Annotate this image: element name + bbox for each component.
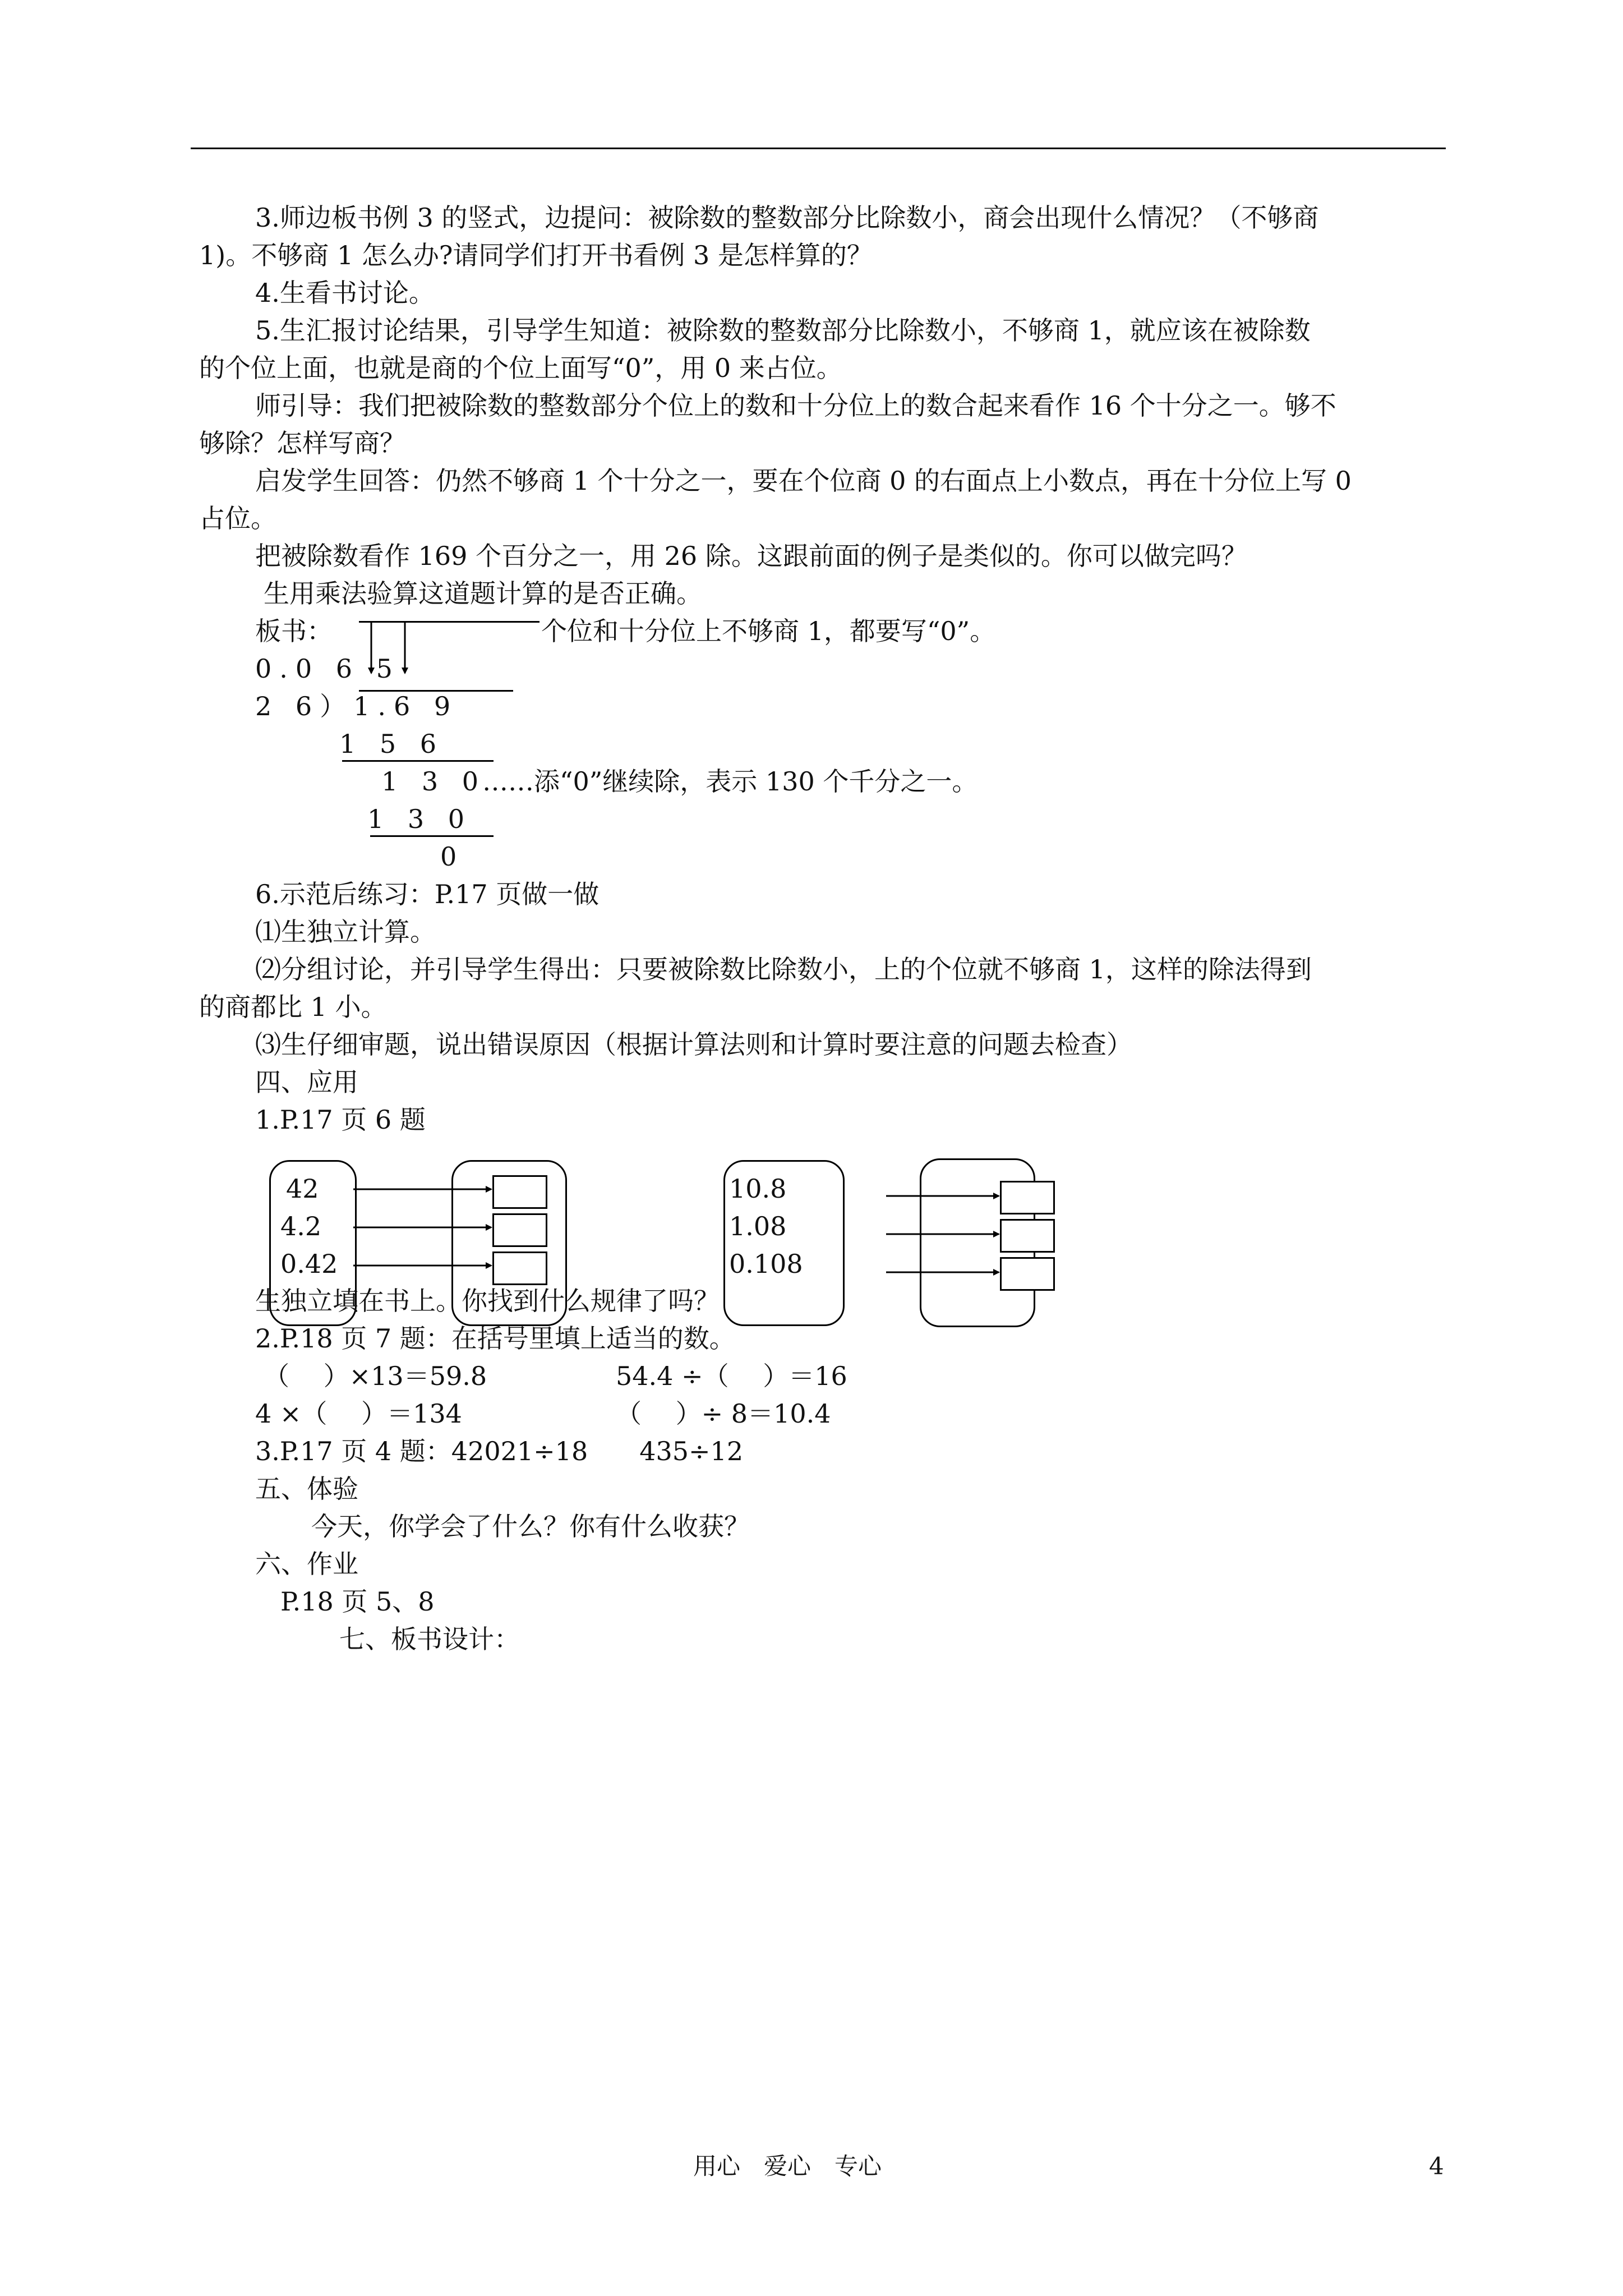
section-homework-heading: 六、作业 [255,1549,358,1579]
equation-3: 4 ×（ ）＝134 [255,1398,462,1429]
final-remainder: 0 [440,841,457,872]
equation-1: （ ）×13＝59.8 [264,1361,487,1391]
text-line-10: 把被除数看作 169 个百分之一，用 26 除。这跟前面的例子是类似的。你可以做完吗？ [255,541,1247,571]
left-value-1: 42 [286,1174,319,1204]
right-value-3: 0.108 [729,1249,803,1279]
practice-line-1: 6.示范后练习：P.17 页做一做 [255,879,600,909]
board-note-2: ……添“0”继续除，表示 130 个千分之一。 [482,766,978,797]
homework-text: P.18 页 5、8 [280,1586,435,1617]
experience-text: 今天，你学会了什么？你有什么收获？ [311,1511,750,1542]
practice-line-3: ⑵分组讨论，并引导学生得出：只要被除数比除数小，上的个位就不够商 1，这样的除法得到 [255,954,1312,984]
equation-2: 54.4 ÷（ ）＝16 [616,1361,847,1391]
practice-line-4: 的商都比 1 小。 [199,992,387,1022]
text-line-7: 够除？怎样写商？ [199,428,405,458]
apply-pattern-question: 生独立填在书上。你找到什么规律了吗？ [255,1286,720,1316]
text-line-8: 启发学生回答：仍然不够商 1 个十分之一，要在个位商 0 的右面点上小数点，再在十分位上写 0 [255,466,1352,496]
board-note-1: 个位和十分位上不够商 1，都要写“0”。 [541,616,996,646]
board-label: 板书： [255,616,333,646]
practice-line-2: ⑴生独立计算。 [255,917,436,947]
footer-motto: 用心 爱心 专心 [693,2152,882,2180]
practice-line-5: ⑶生仔细审题，说出错误原因（根据计算法则和计算时要注意的问题去检查） [255,1029,1132,1060]
equation-4: （ ）÷ 8＝10.4 [616,1398,831,1429]
text-line-6: 师引导：我们把被除数的整数部分个位上的数和十分位上的数合起来看作 16 个十分之一。够不 [255,390,1336,421]
subtract-1: 1 5 6 [339,729,445,759]
right-value-2: 1.08 [729,1211,787,1241]
apply-item-2: 2.P.18 页 7 题：在括号里填上适当的数。 [255,1323,735,1354]
section-experience-heading: 五、体验 [255,1474,358,1504]
remainder-1: 1 3 0 [381,766,487,797]
section-apply-heading: 四、应用 [255,1067,358,1097]
text-line-9: 占位。 [199,503,276,533]
text-line-4: 5.生汇报讨论结果，引导学生知道：被除数的整数部分比除数小，不够商 1，就应该在被除数 [255,315,1311,346]
text-line-2: 1)。不够商 1 怎么办?请同学们打开书看例 3 是怎样算的？ [199,240,873,270]
left-value-2: 4.2 [280,1211,322,1241]
text-line-11: 生用乘法验算这道题计算的是否正确。 [264,578,702,609]
right-value-1: 10.8 [729,1174,787,1204]
apply-item-1: 1.P.17 页 6 题 [255,1105,426,1135]
text-line-3: 4.生看书讨论。 [255,278,435,308]
page-number: 4 [1429,2152,1444,2180]
section-design-heading: 七、板书设计： [339,1624,520,1654]
apply-item-3: 3.P.17 页 4 题：42021÷18 435÷12 [255,1436,744,1466]
text-line-5: 的个位上面，也就是商的个位上面写“0”，用 0 来占位。 [199,353,842,383]
left-value-3: 0.42 [280,1249,338,1279]
text-line-1: 3.师边板书例 3 的竖式，边提问：被除数的整数部分比除数小，商会出现什么情况？（不够商 [255,203,1319,233]
dividend-line: 2 6）1.6 9 [255,691,459,721]
subtract-2: 1 3 0 [367,804,473,834]
quotient: 0.0 6 5 [255,654,400,684]
